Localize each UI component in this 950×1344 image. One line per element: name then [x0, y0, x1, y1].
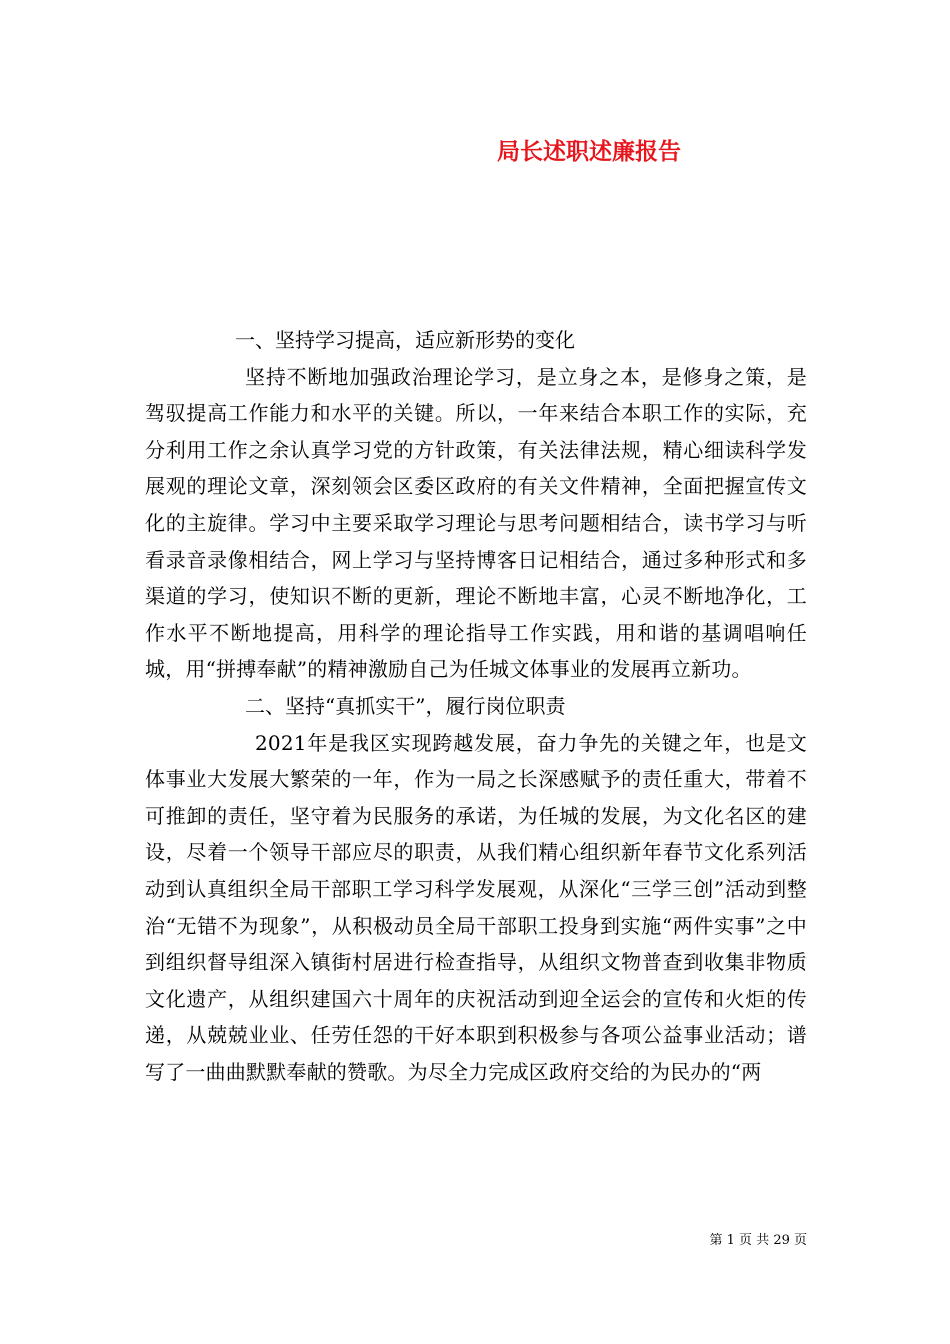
section-paragraph-2: 2021年是我区实现跨越发展，奋力争先的关键之年，也是文体事业大发展大繁荣的一年，作为一局之长深感赋予的责任重大，带着不可推卸的责任，坚守着为民服务的承诺，为任城的发展，为文化名区的建设，尽着一个领导干部应尽的职责，从我们精心组织新年春节文化系列活动到认真组织全局干部职工学习科学发展观，从深化“三学三创”活动到整治“无错不为现象”，从积极动员全局干部职工投身到实施“两件实事”之中到组织督导组深入镇街村居进行检查指导，从组织文物普查到收集非物质文化遗产，从组织建国六十周年的庆祝活动到迎全运会的宣传和火炬的传递，从兢兢业业、任劳任怨的干好本职到积极参与各项公益事业活动；谱写了一曲曲默默奉献的赞歌。为尽全力完成区政府交给的为民办的“两 — [145, 730, 807, 1084]
section-paragraph-1: 坚持不断地加强政治理论学习，是立身之本，是修身之策，是驾驭提高工作能力和水平的关键。所以，一年来结合本职工作的实际，充分利用工作之余认真学习党的方针政策，有关法律法规，精心细读科学发展观的理论文章，深刻领会区委区政府的有关文件精神，全面把握宣传文化的主旋律。学习中主要采取学习理论与思考问题相结合，读书学习与听看录音录像相结合，网上学习与坚持博客日记相结合，通过多种形式和多渠道的学习，使知识不断的更新，理论不断地丰富，心灵不断地净化，工作水平不断地提高，用科学的理论指导工作实践，用和谐的基调唱响任城，用“拼搏奉献”的精神激励自己为任城文体事业的发展再立新功。 — [145, 364, 807, 682]
document-body — [145, 322, 807, 1090]
document-title: 局长述职述廉报告 — [497, 138, 681, 165]
page-number-footer: 第 1 页 共 29 页 — [709, 1233, 807, 1248]
section-heading-2: 二、坚持“真抓实干”，履行岗位职责 — [245, 693, 566, 718]
section-heading-1: 一、坚持学习提高，适应新形势的变化 — [235, 328, 575, 352]
